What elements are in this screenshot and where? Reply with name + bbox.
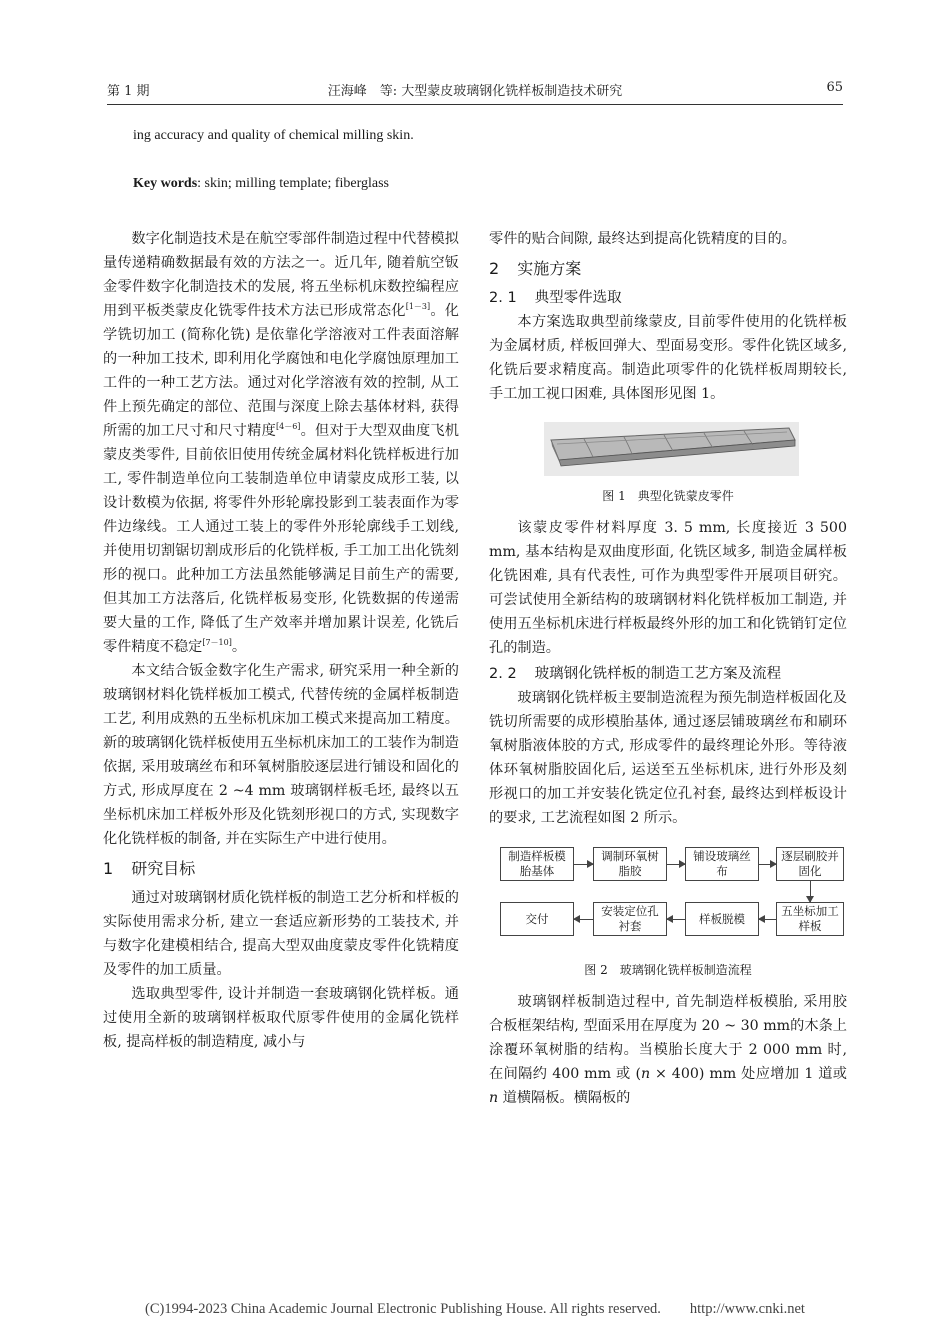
- goal-paragraph-1: 通过对玻璃钢材质化铣样板的制造工艺分析和样板的实际使用需求分析, 建立一套适应新形势的工装技术, 并与数字化建模相结合, 提高大型双曲度蒙皮零件化铣精度及零件的加工质量。: [103, 890, 459, 978]
- part-selection-paragraph: 本方案选取典型前缘蒙皮, 目前零件使用的化铣样板为金属材质, 样板回弹大、型面易变形。零件化铣区域多, 化铣后要求精度高。制造此项零件的化铣样板周期较长, 手工加工视口困难, 具体图形见图 1。: [489, 314, 847, 402]
- keywords-label: Key words: [133, 176, 198, 191]
- section-heading-1: 1 研究目标: [103, 859, 196, 878]
- flow-step-make-mold: 制造样板模胎基体: [500, 847, 574, 881]
- figure-1-skin-part: [489, 420, 847, 478]
- flow-step-install-bushing: 安装定位孔衬套: [593, 902, 667, 936]
- left-column: [103, 227, 459, 1054]
- flow-step-deliver: 交付: [500, 902, 574, 936]
- flow-arrow: [759, 864, 776, 865]
- abstract-tail: ing accuracy and quality of chemical milling skin.: [133, 128, 414, 143]
- intro-paragraph-2: 本文结合钣金数字化生产需求, 研究采用一种全新的玻璃钢材料化铣样板加工模式, 代替传统的金属样板制造工艺, 利用成熟的五坐标机床加工模式来提高加工精度。新的玻璃钢化铣样板使用五坐标机床加工的工装作为制造依据, 采用玻璃丝布和环氧树脂胶逐层进行铺设和固化的方式, 形成厚度在 2 ~4 mm 玻璃钢样板毛坯, 最终以五坐标机床加工样板外形及化铣刻形视口的方式, 实现数字化化铣样板的制备, 并在实际生产中进行使用。: [103, 663, 459, 847]
- flow-arrow: [574, 864, 593, 865]
- copyright-footer: (C)1994-2023 China Academic Journal Electronic Publishing House. All rights reserved. http://www.cnki.net: [145, 1301, 805, 1317]
- header-rule: [107, 104, 843, 105]
- page-number: 65: [826, 80, 843, 95]
- running-header-issue: 第 1 期: [107, 84, 150, 99]
- flow-arrow-down: [810, 881, 811, 902]
- flow-arrow: [759, 919, 776, 920]
- citation: [7－10]: [202, 638, 232, 647]
- subsection-heading-2-1: 2. 1 典型零件选取: [489, 290, 622, 306]
- flow-step-mix-resin: 调制环氧树脂胶: [593, 847, 667, 881]
- keywords-text: : skin; milling template; fiberglass: [197, 176, 390, 191]
- right-column: [489, 227, 847, 1110]
- section-heading-2: 2 实施方案: [489, 259, 582, 278]
- mold-paragraph: 玻璃钢样板制造过程中, 首先制造样板模胎, 采用胶合板框架结构, 型面采用在厚度为 20 ~ 30 mm的木条上涂覆环氧树脂的结构。当模胎长度大于 2 000 mm 时, 在间隔约 400 mm 或 (n × 400) mm 处应增加 1 道或 n 道横隔板。横隔板的: [489, 994, 847, 1106]
- continuation-paragraph: 零件的贴合间隙, 最终达到提高化铣精度的目的。: [489, 231, 796, 247]
- flow-step-demold: 样板脱模: [685, 902, 759, 936]
- figure-2-flowchart: [489, 844, 847, 952]
- flow-arrow: [667, 919, 685, 920]
- flow-step-brush-cure: 逐层刷胶并固化: [776, 847, 844, 881]
- running-header-title: 汪海峰 等: 大型蒙皮玻璃钢化铣样板制造技术研究: [327, 84, 623, 99]
- process-paragraph: 玻璃钢化铣样板主要制造流程为预先制造样板固化及铣切所需要的成形模胎基体, 通过逐层铺玻璃丝布和刷环氧树脂液体胶的方式, 形成零件的最终理论外形。等待液体环氧树脂胶固化后, 运送至五坐标机床, 进行外形及刻形视口的加工并安装化铣定位孔衬套, 最终达到样板设计的要求, 工艺流程如图 2 所示。: [489, 690, 847, 826]
- part-description-paragraph: 该蒙皮零件材料厚度 3. 5 mm, 长度接近 3 500 mm, 基本结构是双曲度形面, 化铣区域多, 制造金属样板化铣困难, 具有代表性, 可作为典型零件开展项目研究。可尝试使用全新结构的玻璃钢材料化铣样板加工制造, 并使用五坐标机床进行样板最终外形的加工和化铣销钉定位孔的制造。: [489, 520, 847, 656]
- flow-arrow: [667, 864, 685, 865]
- keywords: [133, 176, 389, 192]
- figure-1-caption: 图 1 典型化铣蒙皮零件: [602, 489, 734, 503]
- figure-2-caption: 图 2 玻璃钢化铣样板制造流程: [584, 963, 752, 977]
- subsection-heading-2-2: 2. 2 玻璃钢化铣样板的制造工艺方案及流程: [489, 666, 782, 682]
- flow-step-five-axis-machining: 五坐标加工样板: [776, 902, 844, 936]
- citation: [1－3]: [405, 302, 431, 311]
- citation: [4－6]: [275, 422, 301, 431]
- goal-paragraph-2: 选取典型零件, 设计并制造一套玻璃钢化铣样板。通过使用全新的玻璃钢样板取代原零件使用的金属化铣样板, 提高样板的制造精度, 减小与: [103, 986, 459, 1050]
- flow-step-lay-cloth: 铺设玻璃丝布: [685, 847, 759, 881]
- skin-part-image: [489, 420, 847, 478]
- intro-paragraph-1: 数字化制造技术是在航空零部件制造过程中代替模拟量传递精确数据最有效的方法之一。近几年, 随着航空钣金零件数字化制造技术的发展, 将五坐标机床数控编程应用到平板类蒙皮化铣零件技术方法已形成常态化[1－3]。化学铣切加工 (简称化铣) 是依靠化学溶液对工件表面溶解的一种加工技术, 即利用化学腐蚀和电化学腐蚀原理加工工件的一种工艺方法。通过对化学溶液有效的控制, 从工件上预先确定的部位、范围与深度上除去基体材料, 获得所需的加工尺寸和尺寸精度[4－6]。但对于大型双曲度飞机蒙皮类零件, 目前依旧使用传统金属材料化铣样板进行加工, 零件制造单位向工装制造单位申请蒙皮成形工装, 以设计数模为依据, 将零件外形轮廓投影到工装表面作为零件边缘线。工人通过工装上的零件外形轮廓线手工划线, 并使用切割锯切割成形后的化铣样板, 手工加工出化铣刻形的视口。此种加工方法虽然能够满足目前生产的需要, 但其加工方法落后, 化铣样板易变形, 化铣数据的传递需要大量的工作, 降低了生产效率并增加累计误差, 化铣后零件精度不稳定[7－10]。: [103, 231, 459, 655]
- flow-arrow: [574, 919, 593, 920]
